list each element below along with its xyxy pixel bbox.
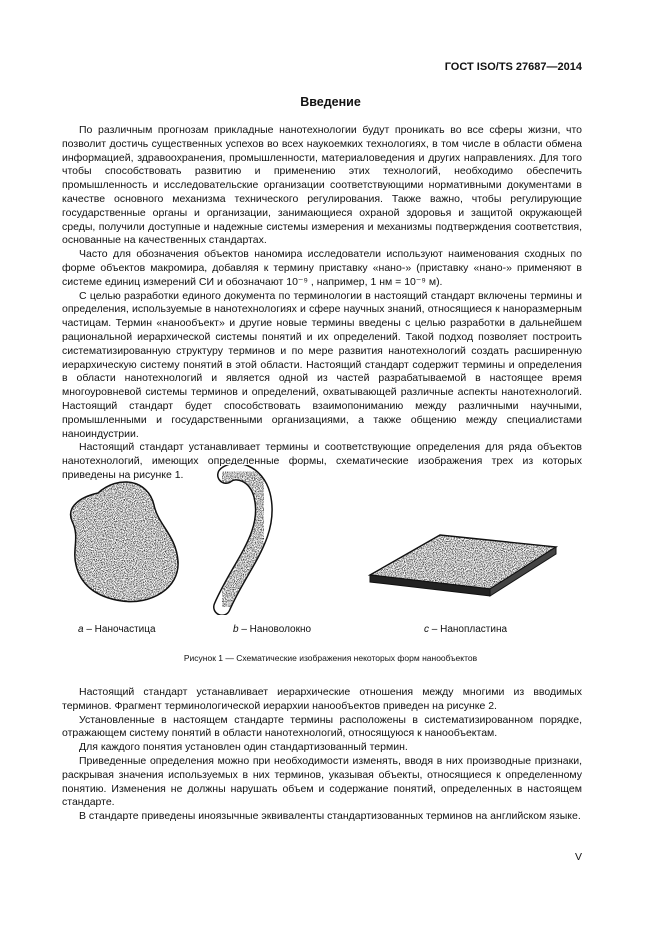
nanoparticle-image: [71, 482, 179, 602]
document-header: ГОСТ ISO/TS 27687—2014: [444, 61, 582, 73]
nanofiber-image: [222, 472, 264, 607]
nanoplate-image: [370, 535, 556, 596]
caption-label: – Нанопластина: [429, 624, 508, 635]
caption-letter: b: [233, 624, 239, 635]
caption-c: [424, 624, 507, 635]
paragraph: Настоящий стандарт устанавливает иерархические отношения между многими из вводимых терминов. Фрагмент терминологической иерархии нанообъектов приведен на рисунке 2.: [62, 686, 582, 712]
paragraph: В стандарте приведены иноязычные эквиваленты стандартизованных терминов на английском языке.: [79, 810, 581, 823]
intro-text: [62, 124, 582, 483]
caption-b: [233, 624, 311, 635]
outro-text: [62, 686, 582, 824]
caption-a: [78, 624, 156, 635]
paragraph: Для каждого понятия установлен один стандартизованный термин.: [79, 741, 408, 754]
section-title: Введение: [300, 95, 361, 109]
figure-title: Рисунок 1 — Схематические изображения некоторых форм нанообъектов: [183, 653, 478, 663]
paragraph: Настоящий стандарт устанавливает термины и соответствующие определения для ряда объектов нанотехнологий, имеющих определенные формы, схематические изображения трех из которых приведены на рисунке 1.: [62, 441, 582, 481]
paragraph: С целью разработки единого документа по терминологии в настоящий стандарт включены термины и определения, используемые в нанотехнологиях и сфере научных знаний, относящиеся к наноразмерным частицам. Термин «нанообъект» и другие новые термины введены с целью разработки в дальнейшем рациональной иерархической системы понятий и их определений. Такой подход позволяет построить систематизированную структуру терминов и по мере развития нанотехнологий создать расширенную иерархическую систему понятий в этой области. Настоящий стандарт содержит термины и определения в области нанотехнологий и является одной из частей разрабатываемой в настоящее время многоуровневой системы терминов и определений, охватывающей различные аспекты нанотехнологий. Настоящий стандарт будет способствовать взаимопониманию между различными научными, промышленными и государственными организациями, а также общению между специалистами наноиндустрии.: [62, 289, 582, 440]
figure-illustrations: [50, 465, 570, 615]
caption-letter: a: [78, 624, 84, 635]
paragraph: Установленные в настоящем стандарте термины расположены в систематизированном порядке, отражающем систему понятий в области нанотехнологий, относящуюся к нанообъектам.: [62, 713, 582, 740]
paragraph: Приведенные определения можно при необходимости изменять, вводя в них производные признаки, раскрывая значения используемых в них терминов, указывая объекты, относящиеся к определенному понятию. Изменения не должны нарушать объем и содержание понятий, определенных в настоящем стандарте.: [62, 754, 582, 809]
page-number: V: [574, 851, 582, 863]
paragraph: По различным прогнозам прикладные нанотехнологии будут проникать во все сферы жизни, что позволит достичь существенных успехов во всех наукоемких технологиях, в том числе в области обмена информацией, здравоохранения, промышленности, материаловедения и других направлениях. Для того чтобы способствовать развитию и применению этих технологий, необходимо обеспечить промышленность и исследовательские организации соответствующими нормативными документами в качестве основного механизма технического регулирования. Также важно, чтобы регулирующие государственные органы и организации, занимающиеся охраной здоровья и защитой окружающей среды, получили доступные и надежные системы измерения и механизмы подтверждения соответствия, основанные на качественных стандартах.: [62, 124, 582, 247]
caption-label: – Нановолокно: [238, 624, 312, 635]
caption-label: – Наночастица: [83, 624, 156, 635]
paragraph: Часто для обозначения объектов наномира исследователи используют наименования сходных по форме объектов макромира, добавляя к термину приставку «нано-» (приставку «нано-» применяют в системе единиц измерений СИ и обозначают 10⁻⁹ , например, 1 нм = 10⁻⁹ м).: [62, 248, 582, 288]
caption-letter: c: [424, 624, 429, 635]
